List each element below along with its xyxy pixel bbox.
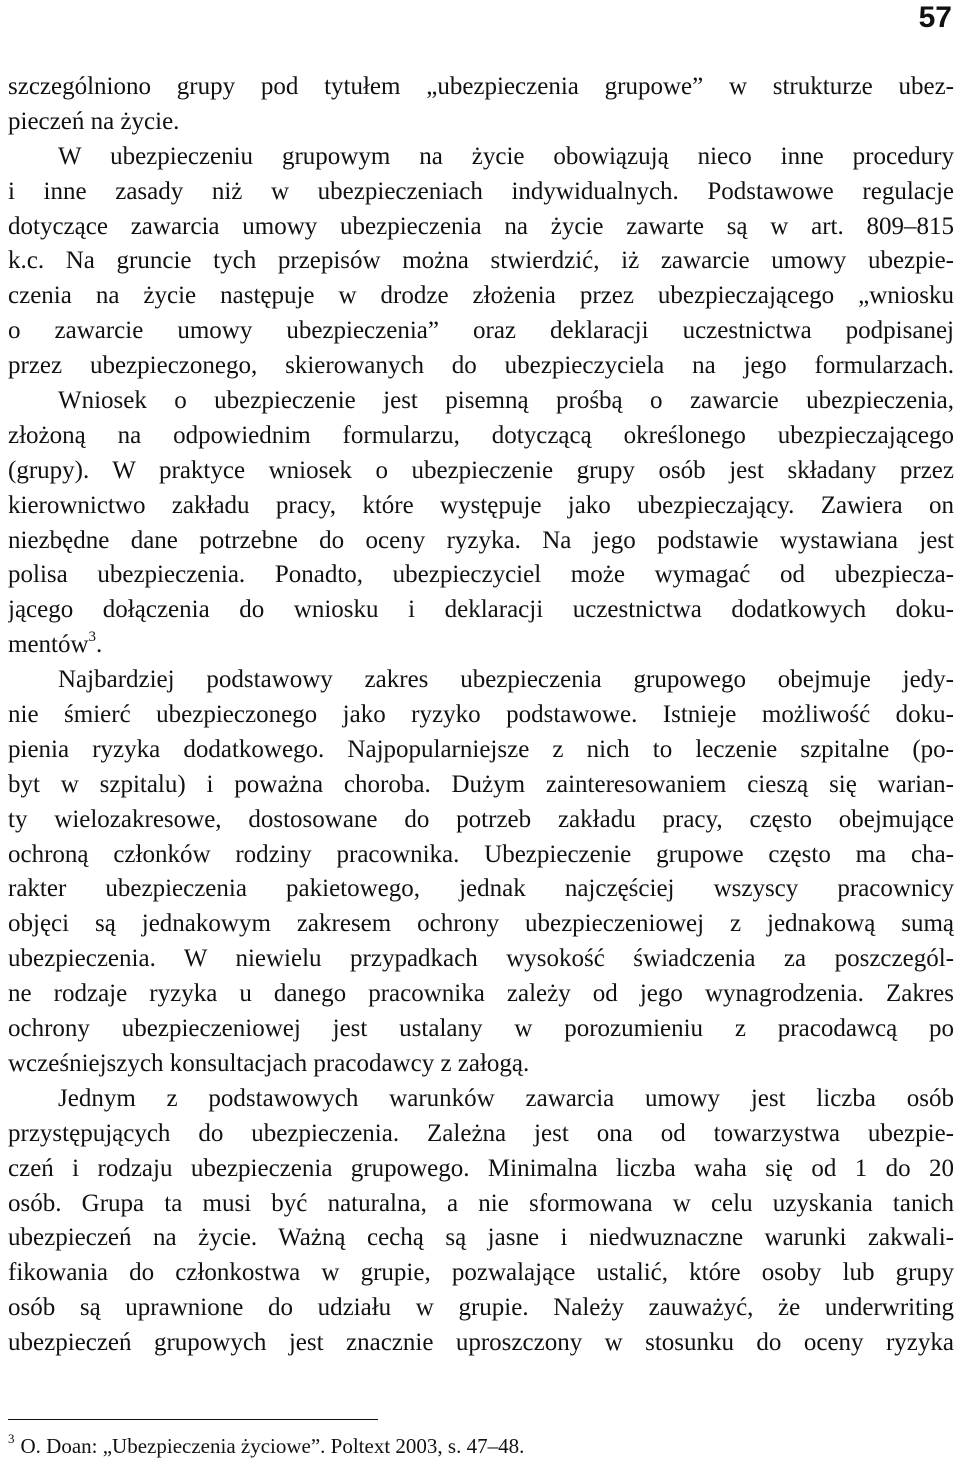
- text-line: rakter ubezpieczenia pakietowego, jednak najczęściej wszyscy pracownicy: [8, 875, 954, 903]
- text-line: niezbędne dane potrzebne do oceny ryzyka. Na jego podstawie wystawiana jest: [8, 526, 954, 554]
- text-line: Jednym z podstawowych warunków zawarcia umowy jest liczba osób: [58, 1084, 954, 1112]
- page-number: 57: [918, 1, 952, 34]
- text-line: objęci są jednakowym zakresem ochrony ubezpieczeniowej z jednakową sumą: [8, 910, 954, 938]
- text-line: pienia ryzyka dodatkowego. Najpopularniejsze z nich to leczenie szpitalne (po-: [8, 735, 954, 763]
- footnote: [8, 1432, 524, 1460]
- text-line: ty wielozakresowe, dostosowane do potrzeb zakładu pracy, często obejmujące: [8, 805, 954, 833]
- text-fragment: .: [96, 631, 103, 659]
- text-line: Wniosek o ubezpieczenie jest pisemną prośbą o zawarcie ubezpieczenia,: [58, 387, 954, 415]
- footnote-text: O. Doan: „Ubezpieczenia życiowe”. Poltext 2003, s. 47–48.: [20, 1434, 525, 1458]
- text-line: Najbardziej podstawowy zakres ubezpieczenia grupowego obejmuje jedy-: [58, 666, 954, 694]
- text-line: osób. Grupa ta musi być naturalna, a nie sformowana w celu uzyskania tanich: [8, 1189, 954, 1217]
- text-line: i inne zasady niż w ubezpieczeniach indywidualnych. Podstawowe regulacje: [8, 177, 954, 205]
- footnote-mark: 3: [8, 1431, 15, 1446]
- text-line: kierownictwo zakładu pracy, które występuje jako ubezpieczający. Zawiera on: [8, 491, 954, 519]
- footnote-reference[interactable]: 3: [88, 629, 97, 646]
- text-line: ubezpieczeń na życie. Ważną cechą są jasne i niedwuznaczne warunki zakwali-: [8, 1224, 954, 1252]
- text-line: ochrony ubezpieczeniowej jest ustalany w porozumieniu z pracodawcą po: [8, 1015, 954, 1043]
- body-text: [8, 70, 954, 1361]
- text-line: przystępujących do ubezpieczenia. Zależna jest ona od towarzystwa ubezpie-: [8, 1119, 954, 1147]
- text-line: polisa ubezpieczenia. Ponadto, ubezpieczyciel może wymagać od ubezpiecza-: [8, 561, 954, 589]
- text-line: fikowania do członkostwa w grupie, pozwalające ustalić, które osoby lub grupy: [8, 1259, 954, 1287]
- text-line: o zawarcie umowy ubezpieczenia” oraz deklaracji uczestnictwa podpisanej: [8, 317, 954, 345]
- text-line: ne rodzaje ryzyka u danego pracownika zależy od jego wynagrodzenia. Zakres: [8, 980, 954, 1008]
- text-line: nie śmierć ubezpieczonego jako ryzyko podstawowe. Istnieje możliwość doku-: [8, 701, 954, 729]
- text-line: osób są uprawnione do udziału w grupie. Należy zauważyć, że underwriting: [8, 1294, 954, 1322]
- text-line: k.c. Na gruncie tych przepisów można stwierdzić, iż zawarcie umowy ubezpie-: [8, 247, 954, 275]
- text-line: byt w szpitalu) i poważna choroba. Dużym zainteresowaniem cieszą się warian-: [8, 770, 954, 798]
- text-line: czenia na życie następuje w drodze złożenia przez ubezpieczającego „wniosku: [8, 282, 954, 310]
- text-line: przez ubezpieczonego, skierowanych do ubezpieczyciela na jego formularzach.: [8, 352, 954, 380]
- text-fragment: mentów: [8, 631, 89, 659]
- text-line: wcześniejszych konsultacjach pracodawcy z załogą.: [8, 1049, 530, 1077]
- text-line: jącego dołączenia do wniosku i deklaracji uczestnictwa dodatkowych doku-: [8, 596, 954, 624]
- text-line: W ubezpieczeniu grupowym na życie obowiązują nieco inne procedury: [58, 142, 954, 170]
- text-line: ochroną członków rodziny pracownika. Ubezpieczenie grupowe często ma cha-: [8, 840, 954, 868]
- footnote-divider: [8, 1419, 378, 1420]
- text-line: czeń i rodzaju ubezpieczenia grupowego. Minimalna liczba waha się od 1 do 20: [8, 1154, 954, 1182]
- text-line-with-footnote: [8, 628, 954, 663]
- text-line: ubezpieczeń grupowych jest znacznie uproszczony w stosunku do oceny ryzyka: [8, 1329, 954, 1357]
- text-line: szczególniono grupy pod tytułem „ubezpieczenia grupowe” w strukturze ubez-: [8, 73, 954, 100]
- text-line: (grupy). W praktyce wniosek o ubezpieczenie grupy osób jest składany przez: [8, 456, 954, 484]
- text-line: ubezpieczenia. W niewielu przypadkach wysokość świadczenia za poszczegól-: [8, 945, 954, 973]
- text-line: złożoną na odpowiednim formularzu, dotyczącą określonego ubezpieczającego: [8, 421, 954, 449]
- text-line: dotyczące zawarcia umowy ubezpieczenia na życie zawarte są w art. 809–815: [8, 212, 954, 240]
- text-line: pieczeń na życie.: [8, 107, 180, 135]
